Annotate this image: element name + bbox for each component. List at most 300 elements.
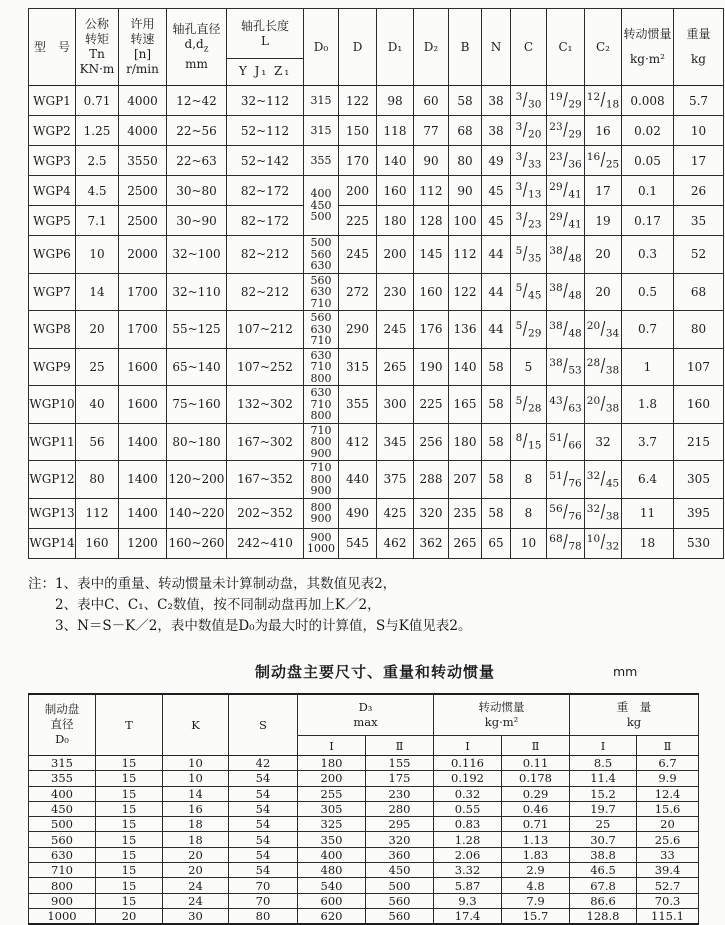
cell: 4.8	[502, 878, 570, 893]
cell: 400	[29, 786, 96, 801]
model-cell: WGP2	[29, 116, 76, 146]
cell: 40	[76, 386, 119, 424]
unit-label: mm	[613, 663, 638, 679]
cell: 1.25	[76, 116, 119, 146]
cell: 160	[674, 386, 724, 424]
d0-cell: 355	[304, 146, 339, 176]
note-line: 2、表中C、C₁、C₂数值，按不同制动盘再加上K／2，	[55, 596, 381, 613]
cell: 545	[339, 528, 377, 558]
col-header-model: 型 号	[29, 9, 76, 86]
cell: 400	[298, 847, 366, 862]
cell: 77	[414, 116, 449, 146]
cell: 54	[229, 847, 298, 862]
col-header-torque: 公称 转矩 Tn KN·m	[76, 9, 119, 86]
table-row	[29, 348, 724, 386]
cell: 0.29	[502, 786, 570, 801]
cell: 112	[449, 236, 482, 274]
cell: 38.8	[570, 847, 637, 862]
cell: 56	[76, 423, 119, 461]
cell: 900	[29, 893, 96, 908]
cell: 320	[414, 498, 449, 528]
cell: 56/76	[547, 498, 585, 528]
note-line: 注：1、表中的重量、转动惯量未计算制动盘，其数值见表2，	[28, 575, 397, 592]
cell: 160	[377, 176, 414, 206]
cell: 305	[674, 461, 724, 499]
cell: 230	[366, 786, 434, 801]
cell: 20/38	[585, 386, 622, 424]
cell: 30~90	[167, 206, 227, 236]
cell: 80~180	[167, 423, 227, 461]
cell: 68	[449, 116, 482, 146]
cell: 5/28	[511, 386, 547, 424]
cell: 202~352	[227, 498, 304, 528]
cell: 560	[366, 908, 434, 924]
cell: 44	[482, 273, 511, 311]
cell: 3.7	[622, 423, 674, 461]
cell: 82~212	[227, 236, 304, 274]
cell: 5.87	[434, 878, 502, 893]
cell: 450	[366, 863, 434, 878]
cell: 30	[163, 908, 229, 924]
table-row	[29, 423, 724, 461]
cell: 560	[366, 893, 434, 908]
cell: 17	[674, 146, 724, 176]
cell: 128	[414, 206, 449, 236]
cell: 215	[674, 423, 724, 461]
cell: 17	[585, 176, 622, 206]
cell: 10	[163, 756, 229, 771]
cell: 3/13	[511, 176, 547, 206]
cell: 1600	[119, 348, 167, 386]
cell: 32~110	[167, 273, 227, 311]
cell: 5/35	[511, 236, 547, 274]
d0-cell: 900 1000	[304, 528, 339, 558]
cell: 150	[339, 116, 377, 146]
cell: 30.7	[570, 832, 637, 847]
cell: 17.4	[434, 908, 502, 924]
cell: 256	[414, 423, 449, 461]
subcol-d3-I: Ⅰ	[298, 736, 366, 756]
d0-cell: 315	[304, 86, 339, 116]
cell: 90	[414, 146, 449, 176]
cell: 58	[482, 461, 511, 499]
cell: 15	[96, 878, 163, 893]
cell: 3.32	[434, 863, 502, 878]
cell: 145	[414, 236, 449, 274]
model-cell: WGP5	[29, 206, 76, 236]
subcol-inertia-II: Ⅱ	[502, 736, 570, 756]
cell: 170	[339, 146, 377, 176]
cell: 200	[298, 771, 366, 786]
cell: 98	[377, 86, 414, 116]
cell: 20	[163, 847, 229, 862]
table1-header	[29, 9, 724, 86]
cell: 32/38	[585, 498, 622, 528]
wgp-table-body	[29, 86, 724, 559]
cell: 360	[366, 847, 434, 862]
cell: 540	[298, 878, 366, 893]
cell: 18	[622, 528, 674, 558]
cell: 82~172	[227, 206, 304, 236]
cell: 15	[96, 863, 163, 878]
cell: 82~212	[227, 273, 304, 311]
cell: 180	[377, 206, 414, 236]
d0-cell: 800 900	[304, 498, 339, 528]
cell: 225	[339, 206, 377, 236]
cell: 68	[674, 273, 724, 311]
cell: 8	[511, 461, 547, 499]
table-row	[29, 528, 724, 558]
cell: 10	[674, 116, 724, 146]
subcol-d3-II: Ⅱ	[366, 736, 434, 756]
cell: 160~260	[167, 528, 227, 558]
cell: 19.7	[570, 801, 637, 816]
table-row	[29, 878, 699, 893]
cell: 8/15	[511, 423, 547, 461]
wgp-dimension-table	[28, 8, 724, 559]
cell: 0.5	[622, 273, 674, 311]
cell: 0.11	[502, 756, 570, 771]
cell: 128.8	[570, 908, 637, 924]
cell: 67.8	[570, 878, 637, 893]
model-cell: WGP9	[29, 348, 76, 386]
cell: 180	[298, 756, 366, 771]
cell: 24	[163, 893, 229, 908]
table-row	[29, 771, 699, 786]
cell: 0.71	[76, 86, 119, 116]
table-row	[29, 801, 699, 816]
cell: 58	[482, 348, 511, 386]
cell: 58	[482, 498, 511, 528]
cell: 7.9	[502, 893, 570, 908]
cell: 290	[339, 311, 377, 349]
table-row	[29, 146, 724, 176]
d0-cell: 400 450 500	[304, 176, 339, 236]
cell: 305	[298, 801, 366, 816]
model-cell: WGP10	[29, 386, 76, 424]
cell: 68/78	[547, 528, 585, 558]
cell: 80	[449, 146, 482, 176]
cell: 300	[377, 386, 414, 424]
cell: 8	[511, 498, 547, 528]
cell: 1400	[119, 461, 167, 499]
cell: 15	[96, 771, 163, 786]
cell: 107~252	[227, 348, 304, 386]
cell: 630	[29, 847, 96, 862]
brake-disc-table-body	[29, 756, 699, 924]
cell: 82~172	[227, 176, 304, 206]
cell: 5	[511, 348, 547, 386]
cell: 33	[637, 847, 699, 862]
cell: 20/34	[585, 311, 622, 349]
cell: 100	[449, 206, 482, 236]
cell: 355	[339, 386, 377, 424]
cell: 22~63	[167, 146, 227, 176]
table-row	[29, 786, 699, 801]
col-header-inertia: 转动惯量 kg·m²	[622, 9, 674, 86]
cell: 38/48	[547, 273, 585, 311]
cell: 55~125	[167, 311, 227, 349]
cell: 10	[76, 236, 119, 274]
cell: 425	[377, 498, 414, 528]
cell: 65~140	[167, 348, 227, 386]
cell: 43/63	[547, 386, 585, 424]
cell: 49	[482, 146, 511, 176]
cell: 122	[339, 86, 377, 116]
cell: 620	[298, 908, 366, 924]
col-header-d3max: D₃ max	[298, 694, 434, 736]
table-row	[29, 176, 724, 206]
cell: 54	[229, 863, 298, 878]
cell: 4000	[119, 116, 167, 146]
cell: 38/48	[547, 236, 585, 274]
cell: 165	[449, 386, 482, 424]
cell: 38	[482, 86, 511, 116]
cell: 355	[29, 771, 96, 786]
table-row	[29, 817, 699, 832]
cell: 4.5	[76, 176, 119, 206]
cell: 200	[377, 236, 414, 274]
cell: 16/25	[585, 146, 622, 176]
cell: 20	[96, 908, 163, 924]
table-row	[29, 206, 724, 236]
cell: 320	[366, 832, 434, 847]
cell: 1.13	[502, 832, 570, 847]
cell: 80	[674, 311, 724, 349]
table-row	[29, 893, 699, 908]
table-row	[29, 908, 699, 924]
model-cell: WGP1	[29, 86, 76, 116]
cell: 225	[414, 386, 449, 424]
cell: 118	[377, 116, 414, 146]
model-cell: WGP6	[29, 236, 76, 274]
cell: 500	[29, 817, 96, 832]
table-row	[29, 116, 724, 146]
cell: 58	[482, 386, 511, 424]
cell: 1400	[119, 498, 167, 528]
cell: 38/53	[547, 348, 585, 386]
cell: 5/29	[511, 311, 547, 349]
cell: 54	[229, 801, 298, 816]
col-header-d0: D₀	[304, 9, 339, 86]
d0-cell: 710 800 900	[304, 423, 339, 461]
cell: 10	[511, 528, 547, 558]
cell: 1.83	[502, 847, 570, 862]
cell: 70	[229, 878, 298, 893]
cell: 15	[96, 817, 163, 832]
note-line: 3、N＝S－K／2，表中数值是D₀为最大时的计算值，S与K值见表2。	[55, 617, 472, 634]
cell: 140	[377, 146, 414, 176]
cell: 15	[96, 847, 163, 862]
cell: 54	[229, 771, 298, 786]
cell: 160	[414, 273, 449, 311]
table-row	[29, 273, 724, 311]
table-row	[29, 311, 724, 349]
cell: 1.8	[622, 386, 674, 424]
cell: 167~352	[227, 461, 304, 499]
cell: 2.06	[434, 847, 502, 862]
cell: 70	[229, 893, 298, 908]
cell: 6.7	[637, 756, 699, 771]
cell: 155	[366, 756, 434, 771]
model-cell: WGP3	[29, 146, 76, 176]
cell: 255	[298, 786, 366, 801]
cell: 51/76	[547, 461, 585, 499]
col-header-disc-diameter: 制动盘 直径 D₀	[29, 694, 96, 756]
col-header-bore-diameter: 轴孔直径 $d,d_z$ mm	[167, 9, 227, 86]
cell: 20	[76, 311, 119, 349]
cell: 45	[482, 206, 511, 236]
cell: 140	[449, 348, 482, 386]
cell: 0.05	[622, 146, 674, 176]
cell: 0.7	[622, 311, 674, 349]
cell: 1400	[119, 423, 167, 461]
cell: 175	[366, 771, 434, 786]
cell: 54	[229, 832, 298, 847]
subcol-inertia-I: Ⅰ	[434, 736, 502, 756]
col-header-weight: 重 量 kg	[570, 694, 699, 736]
cell: 29/41	[547, 206, 585, 236]
cell: 15.2	[570, 786, 637, 801]
cell: 3/23	[511, 206, 547, 236]
cell: 25	[570, 817, 637, 832]
cell: 8.5	[570, 756, 637, 771]
subcol-weight-II: Ⅱ	[637, 736, 699, 756]
cell: 52.7	[637, 878, 699, 893]
cell: 2500	[119, 176, 167, 206]
cell: 22~56	[167, 116, 227, 146]
table-notes	[28, 574, 723, 637]
cell: 0.71	[502, 817, 570, 832]
cell: 58	[482, 423, 511, 461]
table-row	[29, 386, 724, 424]
col-header-k: K	[163, 694, 229, 756]
cell: 480	[298, 863, 366, 878]
cell: 207	[449, 461, 482, 499]
cell: 1200	[119, 528, 167, 558]
cell: 295	[366, 817, 434, 832]
col-header-bore-length: 轴孔长度 L Y J₁ Z₁	[227, 9, 304, 86]
cell: 1.28	[434, 832, 502, 847]
cell: 29/41	[547, 176, 585, 206]
cell: 45	[482, 176, 511, 206]
model-cell: WGP11	[29, 423, 76, 461]
cell: 242~410	[227, 528, 304, 558]
cell: 560	[29, 832, 96, 847]
cell: 288	[414, 461, 449, 499]
cell: 2000	[119, 236, 167, 274]
cell: 12/18	[585, 86, 622, 116]
col-header-c2: C₂	[585, 9, 622, 86]
d0-cell: 500 560 630	[304, 236, 339, 274]
cell: 44	[482, 236, 511, 274]
cell: 2500	[119, 206, 167, 236]
cell: 0.32	[434, 786, 502, 801]
cell: 167~302	[227, 423, 304, 461]
cell: 80	[229, 908, 298, 924]
cell: 362	[414, 528, 449, 558]
cell: 19/29	[547, 86, 585, 116]
cell: 132~302	[227, 386, 304, 424]
cell: 11.4	[570, 771, 637, 786]
cell: 136	[449, 311, 482, 349]
cell: 9.9	[637, 771, 699, 786]
model-cell: WGP12	[29, 461, 76, 499]
cell: 176	[414, 311, 449, 349]
col-header-d: D	[339, 9, 377, 86]
col-header-n: N	[482, 9, 511, 86]
cell: 10	[163, 771, 229, 786]
cell: 51/66	[547, 423, 585, 461]
cell: 14	[163, 786, 229, 801]
cell: 15	[96, 832, 163, 847]
model-cell: WGP4	[29, 176, 76, 206]
cell: 20	[585, 273, 622, 311]
cell: 245	[377, 311, 414, 349]
cell: 25.6	[637, 832, 699, 847]
cell: 26	[674, 176, 724, 206]
cell: 1600	[119, 386, 167, 424]
cell: 160	[76, 528, 119, 558]
cell: 0.1	[622, 176, 674, 206]
cell: 600	[298, 893, 366, 908]
table-row	[29, 863, 699, 878]
cell: 19	[585, 206, 622, 236]
table-row	[29, 86, 724, 116]
cell: 315	[29, 756, 96, 771]
cell: 315	[339, 348, 377, 386]
col-header-d2: D₂	[414, 9, 449, 86]
d0-cell: 315	[304, 116, 339, 146]
cell: 38	[482, 116, 511, 146]
table-row	[29, 832, 699, 847]
cell: 6.4	[622, 461, 674, 499]
cell: 122	[449, 273, 482, 311]
cell: 39.4	[637, 863, 699, 878]
cell: 800	[29, 878, 96, 893]
model-cell: WGP14	[29, 528, 76, 558]
model-cell: WGP13	[29, 498, 76, 528]
cell: 38/48	[547, 311, 585, 349]
cell: 530	[674, 528, 724, 558]
cell: 15.7	[502, 908, 570, 924]
cell: 235	[449, 498, 482, 528]
cell: 1700	[119, 273, 167, 311]
cell: 15	[96, 786, 163, 801]
cell: 23/29	[547, 116, 585, 146]
cell: 60	[414, 86, 449, 116]
cell: 52	[674, 236, 724, 274]
cell: 265	[377, 348, 414, 386]
cell: 10/32	[585, 528, 622, 558]
cell: 25	[76, 348, 119, 386]
cell: 5/45	[511, 273, 547, 311]
cell: 0.116	[434, 756, 502, 771]
cell: 32	[585, 423, 622, 461]
col-header-b: B	[449, 9, 482, 86]
cell: 0.46	[502, 801, 570, 816]
cell: 490	[339, 498, 377, 528]
cell: 0.17	[622, 206, 674, 236]
cell: 44	[482, 311, 511, 349]
cell: 52~112	[227, 116, 304, 146]
d0-cell: 630 710 800	[304, 348, 339, 386]
cell: 3/33	[511, 146, 547, 176]
cell: 80	[76, 461, 119, 499]
cell: 107~212	[227, 311, 304, 349]
cell: 0.192	[434, 771, 502, 786]
cell: 107	[674, 348, 724, 386]
